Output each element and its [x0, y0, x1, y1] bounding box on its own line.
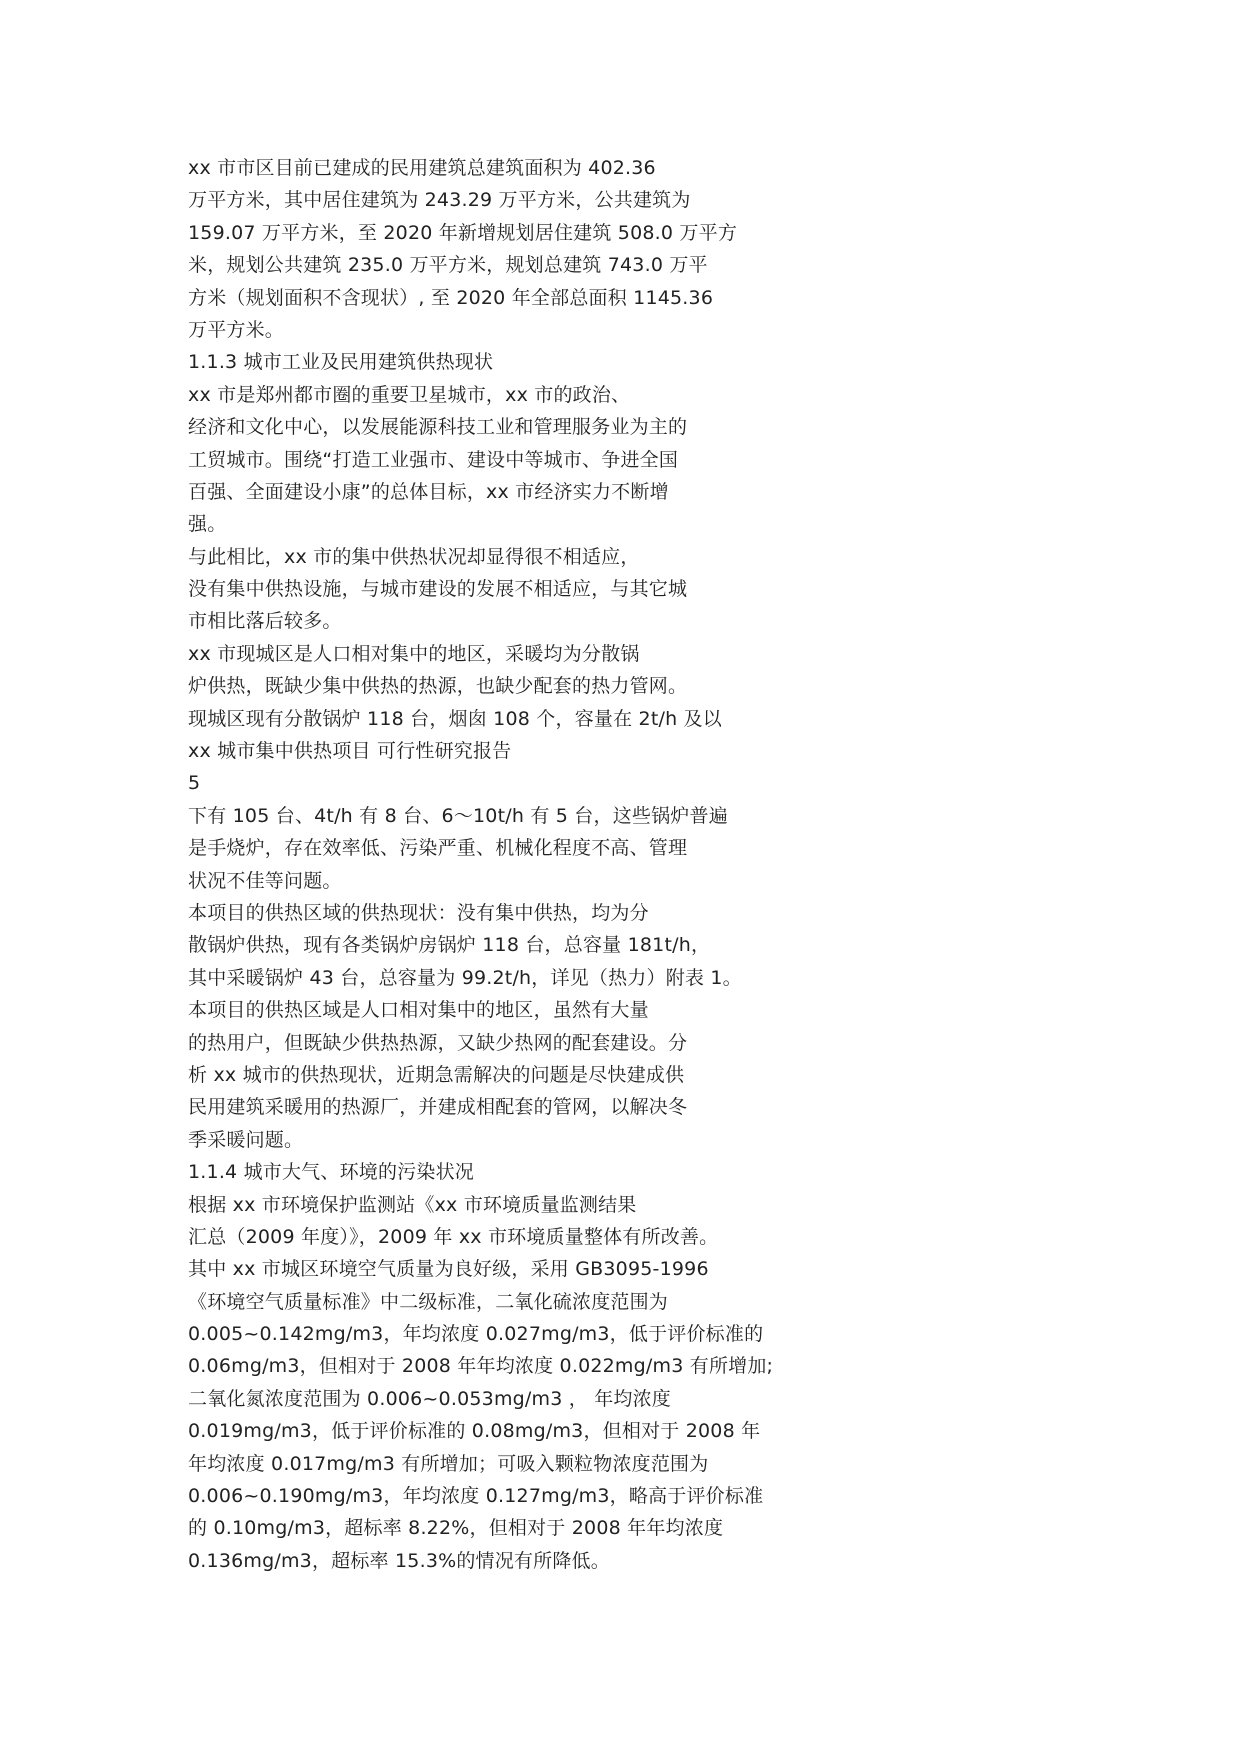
text-line: 的热用户，但既缺少供热热源，又缺少热网的配套建设。分 [188, 1031, 688, 1054]
text-line: 现城区现有分散锅炉 118 台，烟囱 108 个，容量在 2t/h 及以 [188, 707, 722, 730]
text-line: 本项目的供热区域是人口相对集中的地区，虽然有大量 [188, 999, 649, 1022]
text-line: 0.136mg/m3，超标率 15.3%的情况有所降低。 [188, 1549, 610, 1572]
text-line: 汇总（2009 年度）》，2009 年 xx 市环境质量整体有所改善。 [188, 1225, 719, 1248]
section-heading: 1.1.4 城市大气、环境的污染状况 [188, 1161, 474, 1184]
text-line: 散锅炉供热，现有各类锅炉房锅炉 118 台，总容量 181t/h， [188, 934, 711, 957]
text-line: 与此相比，xx 市的集中供热状况却显得很不相适应， [188, 545, 640, 568]
text-line: 百强、全面建设小康”的总体目标，xx 市经济实力不断增 [188, 480, 669, 503]
text-line: 工贸城市。围绕“打造工业强市、建设中等城市、争进全国 [188, 448, 679, 471]
text-line: 炉供热，既缺少集中供热的热源，也缺少配套的热力管网。 [188, 675, 688, 698]
text-line: 是手烧炉，存在效率低、污染严重、机械化程度不高、管理 [188, 837, 688, 860]
text-line: 本项目的供热区域的供热现状：没有集中供热，均为分 [188, 901, 649, 924]
text-line: 状况不佳等问题。 [188, 869, 342, 892]
text-line: 强。 [188, 513, 227, 536]
text-line: 季采暖问题。 [188, 1128, 304, 1151]
text-line: xx 市是郑州都市圈的重要卫星城市，xx 市的政治、 [188, 383, 631, 406]
text-line: 万平方米。 [188, 318, 285, 341]
text-line: 经济和文化中心，以发展能源科技工业和管理服务业为主的 [188, 416, 688, 439]
text-line: 民用建筑采暖用的热源厂，并建成相配套的管网，以解决冬 [188, 1096, 688, 1119]
text-line: xx 市现城区是人口相对集中的地区，采暖均为分散锅 [188, 642, 640, 665]
document-body [188, 152, 828, 1577]
text-line: 下有 105 台、4t/h 有 8 台、6～10t/h 有 5 台，这些锅炉普遍 [188, 804, 728, 827]
section-heading: 1.1.3 城市工业及民用建筑供热现状 [188, 351, 494, 374]
text-line: 析 xx 城市的供热现状，近期急需解决的问题是尽快建成供 [188, 1063, 685, 1086]
text-line: 0.006~0.190mg/m3，年均浓度 0.127mg/m3，略高于评价标准 [188, 1485, 764, 1508]
text-line: 的 0.10mg/m3，超标率 8.22%，但相对于 2008 年年均浓度 [188, 1517, 724, 1540]
text-line: 159.07 万平方米，至 2020 年新增规划居住建筑 508.0 万平方 [188, 221, 738, 244]
text-line: 万平方米，其中居住建筑为 243.29 万平方米，公共建筑为 [188, 189, 691, 212]
text-line: 0.06mg/m3，但相对于 2008 年年均浓度 0.022mg/m3 有所增加; [188, 1355, 774, 1378]
text-line: 年均浓度 0.017mg/m3 有所增加；可吸入颗粒物浓度范围为 [188, 1452, 709, 1475]
text-line: 0.005~0.142mg/m3，年均浓度 0.027mg/m3，低于评价标准的 [188, 1323, 764, 1346]
text-line: 市相比落后较多。 [188, 610, 342, 633]
running-header: xx 城市集中供热项目 可行性研究报告 [188, 740, 512, 763]
text-line: 0.019mg/m3，低于评价标准的 0.08mg/m3，但相对于 2008 年 [188, 1420, 761, 1443]
text-line: 根据 xx 市环境保护监测站《xx 市环境质量监测结果 [188, 1193, 637, 1216]
text-line: 《环境空气质量标准》中二级标准，二氧化硫浓度范围为 [188, 1290, 669, 1313]
text-line: 米，规划公共建筑 235.0 万平方米，规划总建筑 743.0 万平 [188, 254, 708, 277]
text-line: 没有集中供热设施，与城市建设的发展不相适应，与其它城 [188, 578, 688, 601]
text-line: 二氧化氮浓度范围为 0.006~0.053mg/m3 ， 年均浓度 [188, 1387, 671, 1410]
text-line: xx 市市区目前已建成的民用建筑总建筑面积为 402.36 [188, 157, 656, 179]
text-line: 其中采暖锅炉 43 台，总容量为 99.2t/h，详见（热力）附表 1。 [188, 966, 742, 989]
text-line: 方米（规划面积不含现状）, 至 2020 年全部总面积 1145.36 [188, 286, 714, 309]
text-line: 其中 xx 市城区环境空气质量为良好级，采用 GB3095-1996 [188, 1258, 709, 1281]
page-number: 5 [188, 772, 201, 795]
